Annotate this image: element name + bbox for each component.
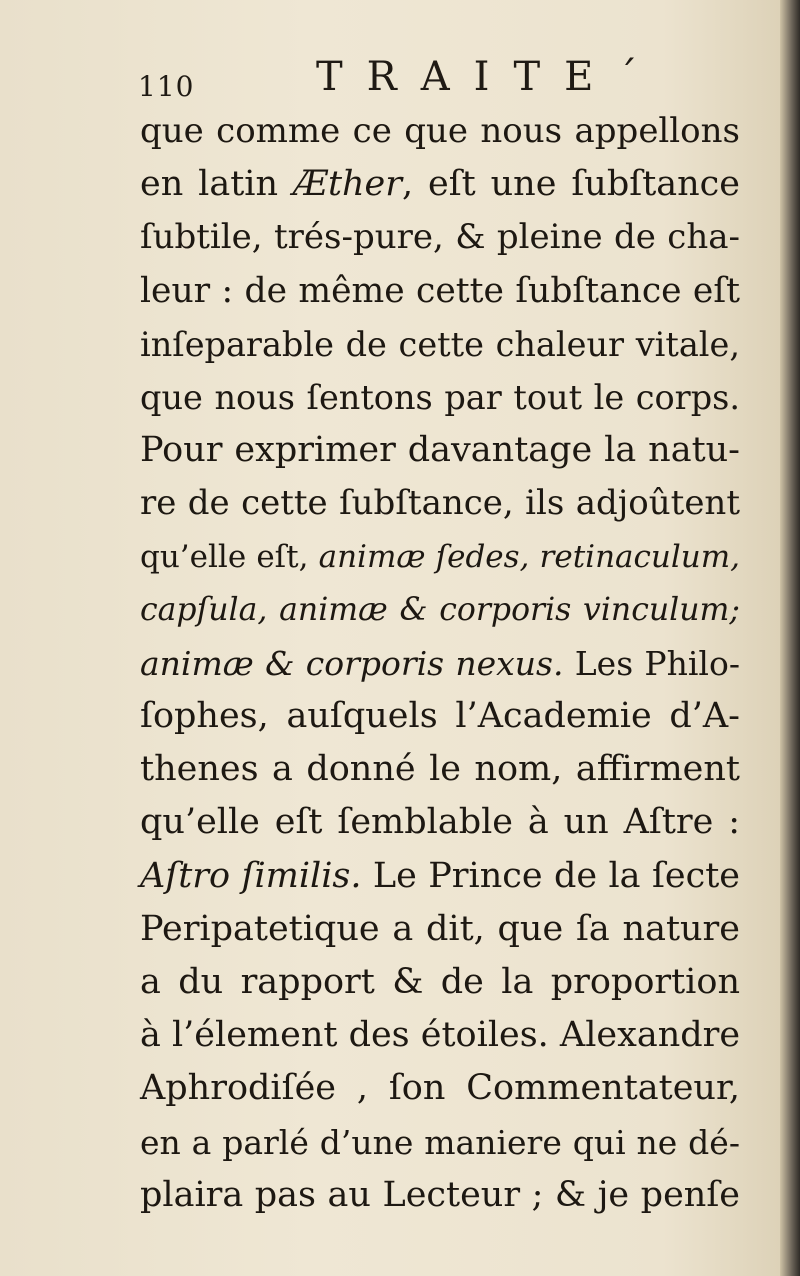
text-line: [140, 105, 740, 158]
text-segment: ſubtile, trés-pure, & pleine de cha-: [140, 217, 740, 258]
book-spine: [780, 0, 800, 1276]
text-segment: , eſt une ſubſtance: [402, 164, 740, 205]
text-line: [140, 1009, 740, 1062]
text-segment: en latin: [140, 164, 293, 205]
text-segment: Le Prince de la ſecte: [361, 855, 740, 896]
text-segment: qu’elle eſt ſemblable à un Aſtre :: [140, 802, 740, 843]
text-segment: a du rapport & de la proportion: [140, 962, 740, 1002]
text-line: [140, 477, 740, 530]
text-segment-italic: animæ ſedes, retinaculum,: [318, 538, 740, 575]
text-segment-italic: capſula, animæ & corporis vinculum;: [140, 591, 740, 628]
text-line: [140, 1169, 740, 1222]
text-segment: inſeparable de cette chaleur vitale,: [140, 324, 740, 364]
text-segment-italic: Æther: [292, 164, 402, 205]
page-number: 110: [138, 70, 195, 103]
text-segment: Pour exprimer davantage la natu-: [140, 430, 740, 471]
text-line: [140, 158, 740, 211]
running-title: TRAITE´: [316, 54, 662, 100]
text-line: [140, 265, 740, 318]
body-text: [140, 105, 740, 1222]
text-line: [140, 584, 740, 637]
text-segment: en a parlé d’une maniere qui ne dé-: [140, 1122, 740, 1162]
text-segment: Aphrodiſée , ſon Commentateur,: [140, 1068, 740, 1109]
page-header: [138, 48, 738, 108]
text-line: [140, 318, 740, 371]
text-line: [140, 903, 740, 956]
text-segment: que nous ſentons par tout le corps.: [140, 377, 740, 417]
text-segment: re de cette ſubſtance, ils adjoûtent: [140, 483, 740, 524]
text-segment: Peripatetique a dit, que ſa nature: [140, 908, 740, 949]
text-line: [140, 371, 740, 424]
text-line: [140, 424, 740, 477]
text-line: [140, 743, 740, 796]
text-line: [140, 796, 740, 849]
text-line: [140, 1062, 740, 1115]
text-line: [140, 531, 740, 584]
text-segment: à l’élement des étoiles. Alexandre: [140, 1015, 741, 1056]
text-segment-italic: animæ & corporis nexus.: [140, 643, 564, 683]
text-segment: Les Philo-: [563, 643, 740, 683]
text-line: [140, 690, 740, 743]
text-segment: que comme ce que nous appellons: [140, 111, 740, 151]
text-line: [140, 850, 740, 903]
text-line: [140, 211, 740, 264]
text-line: [140, 956, 740, 1009]
text-segment-italic: Aſtro ſimilis.: [140, 855, 362, 896]
text-segment: ſophes, auſquels l’Academie d’A-: [140, 696, 740, 737]
text-line: [140, 637, 740, 690]
text-line: [140, 1116, 740, 1169]
text-segment: thenes a donné le nom, affirment: [140, 749, 740, 790]
text-segment: leur : de même cette ſubſtance eſt: [140, 270, 740, 311]
text-segment: plaira pas au Lecteur ; & je penſe: [140, 1174, 740, 1215]
text-segment: qu’elle eſt,: [140, 538, 319, 575]
